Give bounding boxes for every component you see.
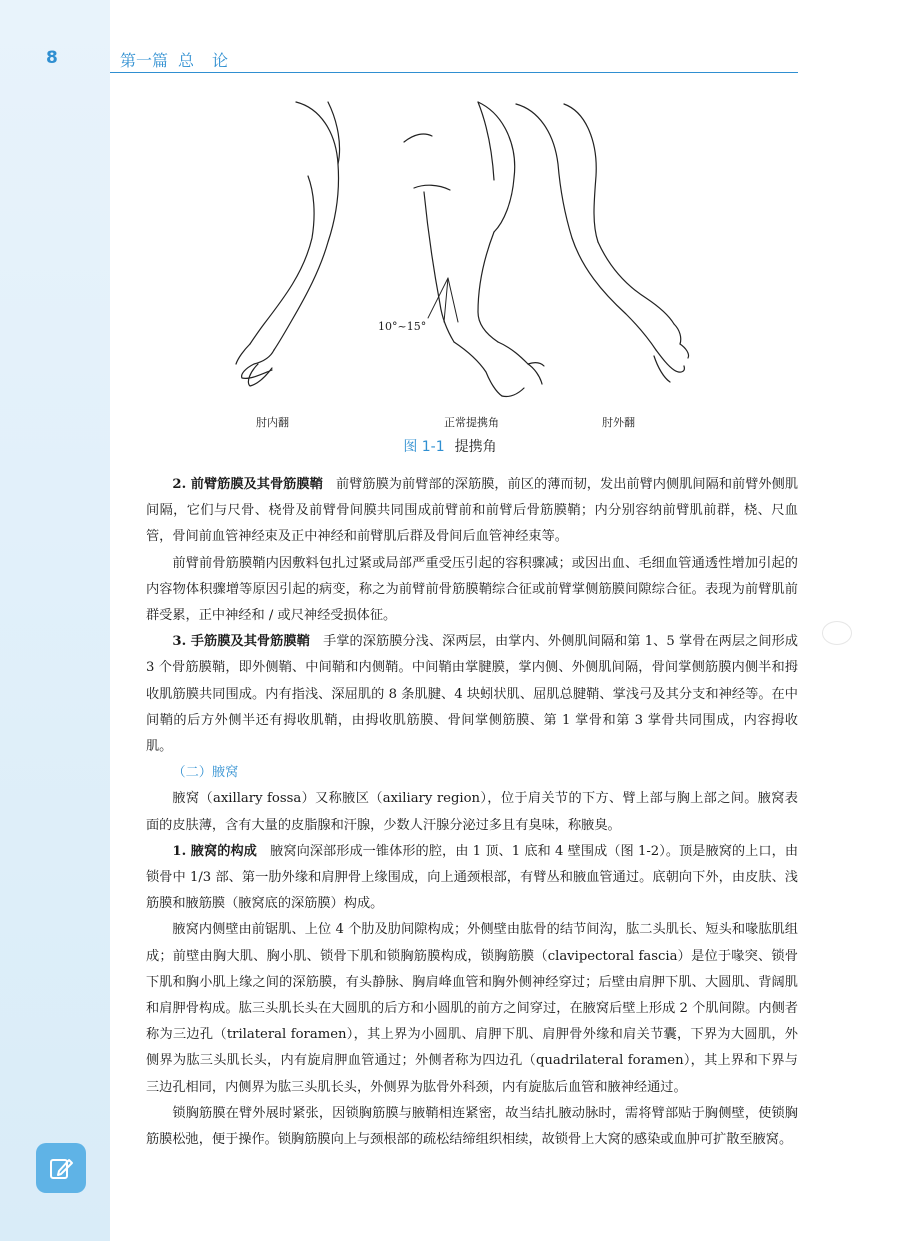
page-number: 8: [46, 48, 58, 68]
side-margin-band: [0, 0, 110, 1241]
running-header: [120, 48, 246, 71]
angle-label: 10°~15°: [378, 320, 427, 333]
note-button[interactable]: [36, 1143, 86, 1193]
paragraph-text: 前臂筋膜为前臂部的深筋膜，前区的薄而韧，发出前臂内侧肌间隔和前臂外侧肌间隔，它们与尺骨、桡骨及前臂骨间膜共同围成前臂前和前臂后骨筋膜鞘；内分别容纳前臂肌前群，桡、尺血管，骨间前血管神经束及正中神经和前臂肌后群及骨间后血管神经束等。: [146, 477, 799, 545]
figure-carrying-angle: [228, 92, 698, 452]
part-label: 第一篇: [120, 51, 169, 70]
paragraph: 腋窝（axillary fossa）又称腋区（axiliary region），位于肩关节的下方、臂上部与胸上部之间。腋窝表面的皮肤薄，含有大量的皮脂腺和汗腺，少数人汗腺分泌过多且有臭味，称腋臭。: [146, 791, 798, 833]
paragraph-text: 手掌的深筋膜分浅、深两层，由掌内、外侧肌间隔和第 1、5 掌骨在两层之间形成 3 个骨筋膜鞘，即外侧鞘、中间鞘和内侧鞘。中间鞘由掌腱膜，掌内侧、外侧肌间隔，骨间掌侧筋膜内侧半和拇收肌筋膜共同围成。内有指浅、深屈肌的 8 条肌腱、4 块蚓状肌、屈肌总腱鞘、掌浅弓及其分支和神经等。在中间鞘的后方外侧半还有拇收肌鞘，由拇收肌筋膜、骨间掌侧筋膜、第 1 掌骨和第 3 掌骨共同围成，内容拇收肌。: [146, 634, 798, 755]
caption-number: 图 1-1: [403, 439, 445, 455]
arm-cubitus-varus: [236, 102, 340, 386]
caption-title: 提携角: [454, 439, 497, 455]
arm-cubitus-valgus: [516, 104, 689, 382]
label-cubitus-valgus: 肘外翻: [602, 416, 635, 429]
label-cubitus-varus: 肘内翻: [256, 416, 289, 429]
body-text: [146, 472, 798, 1153]
paragraph-text: 腋窝向深部形成一锥体形的腔，由 1 顶、1 底和 4 壁围成（图 1-2）。顶是腋窝的上口，由锁骨中 1/3 部、第一肋外缘和肩胛骨上缘围成，向上通颈根部，有臂丛和腋血管通过。底朝向下外，由皮肤、浅筋膜和腋筋膜（腋窝底的深筋膜）构成。: [146, 843, 799, 912]
header-rule: [110, 72, 798, 73]
section-label: 总论: [178, 51, 247, 70]
paragraph: 锁胸筋膜在臂外展时紧张，因锁胸筋膜与腋鞘相连紧密，故当结扎腋动脉时，需将臂部贴于胸侧壁，使锁胸筋膜松弛，便于操作。锁胸筋膜向上与颈根部的疏松结缔组织相续，故锁骨上大窝的感染或血肿可扩散至腋窝。: [146, 1105, 798, 1148]
sub-heading: （二）腋窝: [172, 765, 239, 781]
paragraph-heading: 1. 腋窝的构成: [172, 843, 257, 859]
paragraph: [146, 472, 798, 551]
paragraph-heading: 3. 手筋膜及其骨筋膜鞘: [172, 634, 310, 650]
paragraph: [146, 839, 798, 918]
label-normal-angle: 正常提携角: [444, 416, 499, 429]
paragraph: 前臂前骨筋膜鞘内因敷料包扎过紧或局部严重受压引起的容积骤减；或因出血、毛细血管通透性增加引起的内容物体积骤增等原因引起的病变，称之为前臂前骨筋膜鞘综合征或前臂掌侧筋膜间隙综合征。表现为前臂肌前群受累，正中神经和 / 或尺神经受损体征。: [146, 555, 798, 624]
paragraph-heading: 2. 前臂筋膜及其骨筋膜鞘: [172, 477, 323, 492]
pencil-icon: [47, 1154, 75, 1182]
figure-caption: [0, 436, 900, 456]
watermark-seal: [822, 621, 852, 645]
paragraph: [146, 629, 798, 760]
arm-normal-carrying-angle: [404, 102, 544, 397]
paragraph: 腋窝内侧壁由前锯肌、上位 4 个肋及肋间隙构成；外侧壁由肱骨的结节间沟，肱二头肌长、短头和喙肱肌组成；前壁由胸大肌、胸小肌、锁骨下肌和锁胸筋膜构成，锁胸筋膜（clavipectoral fascia）是位于喙突、锁骨下肌和胸小肌上缘之间的深筋膜，有头静脉、胸肩峰血管和胸外侧神经穿过；后壁由肩胛下肌、大圆肌、背阔肌和肩胛骨构成。肱三头肌长头在大圆肌的后方和小圆肌的前方之间穿过，在腋窝后壁上形成 2 个肌间隙。内侧者称为三边孔（trilateral foramen），其上界为小圆肌、肩胛下肌、肩胛骨外缘和肩关节囊，下界为大圆肌，外侧界为肱三头肌长头，内有旋肩胛血管通过；外侧者称为四边孔（quadrilateral foramen），其上界和下界与三边孔相同，内侧界为肱三头肌长头，外侧界为肱骨外科颈，内有旋肱后血管和腋神经通过。: [146, 922, 798, 1095]
